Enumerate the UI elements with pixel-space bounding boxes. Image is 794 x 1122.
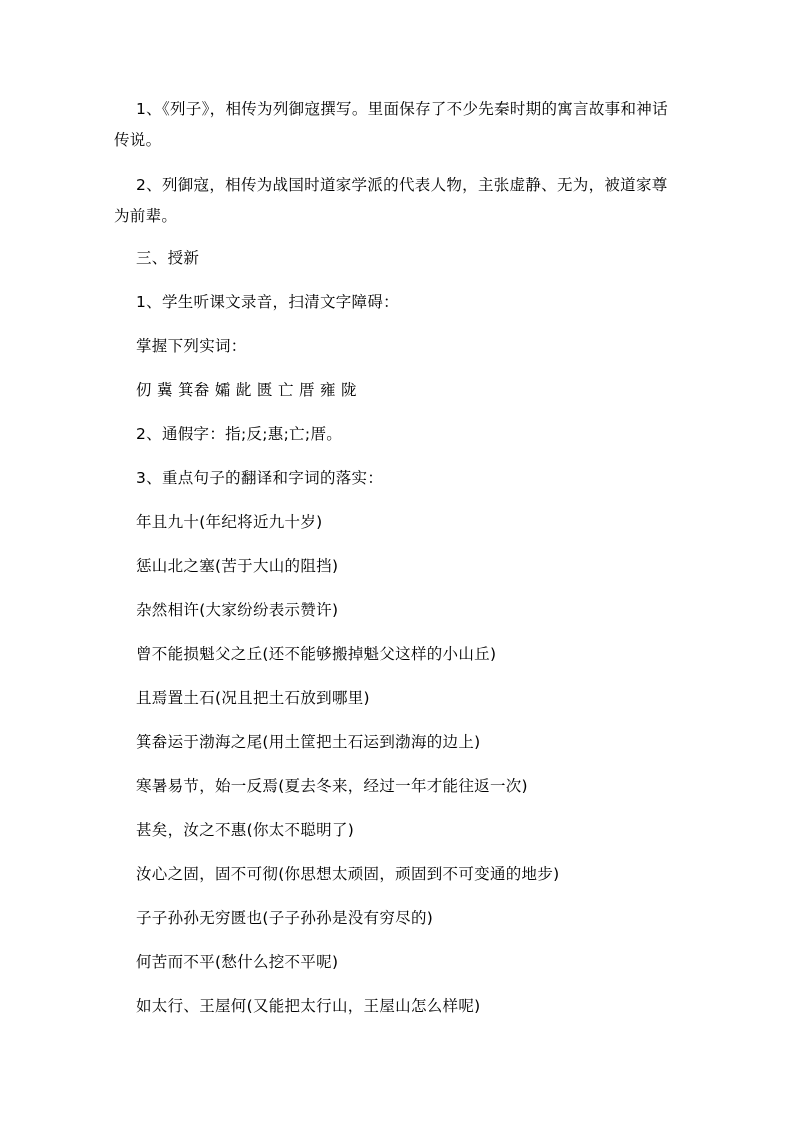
- sentence-translation: 汝心之固，固不可彻(你思想太顽固，顽固到不可变通的地步): [136, 865, 560, 883]
- sentence-translation: 寒暑易节，始一反焉(夏去冬来，经过一年才能往返一次): [136, 777, 528, 795]
- sentence-translation: 惩山北之塞(苦于大山的阻挡): [136, 557, 339, 575]
- sentence-translation: 如太行、王屋何(又能把太行山，王屋山怎么样呢): [136, 997, 481, 1015]
- sentence-translation: 甚矣，汝之不惠(你太不聪明了): [136, 821, 355, 839]
- paragraph-lieyukou-intro: 2、列御寇，相传为战国时道家学派的代表人物，主张虚静、无为，被道家尊为前辈。: [114, 176, 668, 225]
- text-line: 1、学生听课文录音，扫清文字障碍：: [136, 293, 399, 311]
- text-line-characters: 仞 冀 箕畚 孀 龀 匮 亡 厝 雍 陇: [136, 381, 357, 399]
- sentence-translation: 何苦而不平(愁什么挖不平呢): [136, 953, 339, 971]
- sentence-translation: 曾不能损魁父之丘(还不能够搬掉魁父这样的小山丘): [136, 645, 497, 663]
- sentence-translation: 年且九十(年纪将近九十岁): [136, 513, 323, 531]
- paragraph-liezi-intro: 1、《列子》，相传为列御寇撰写。里面保存了不少先秦时期的寓言故事和神话传说。: [114, 100, 668, 149]
- sentence-translation: 箕畚运于渤海之尾(用土筐把土石运到渤海的边上): [136, 733, 481, 751]
- text-line: 3、重点句子的翻译和字词的落实：: [136, 469, 384, 487]
- text-line: 掌握下列实词：: [136, 337, 247, 355]
- sentence-translation: 杂然相许(大家纷纷表示赞许): [136, 601, 339, 619]
- sentence-translation: 且焉置土石(况且把土石放到哪里): [136, 689, 370, 707]
- section-heading-new-lesson: 三、授新: [136, 249, 200, 267]
- text-line: 2、通假字：指;反;惠;亡;厝。: [136, 425, 343, 443]
- sentence-translation: 子子孙孙无穷匮也(子子孙孙是没有穷尽的): [136, 909, 434, 927]
